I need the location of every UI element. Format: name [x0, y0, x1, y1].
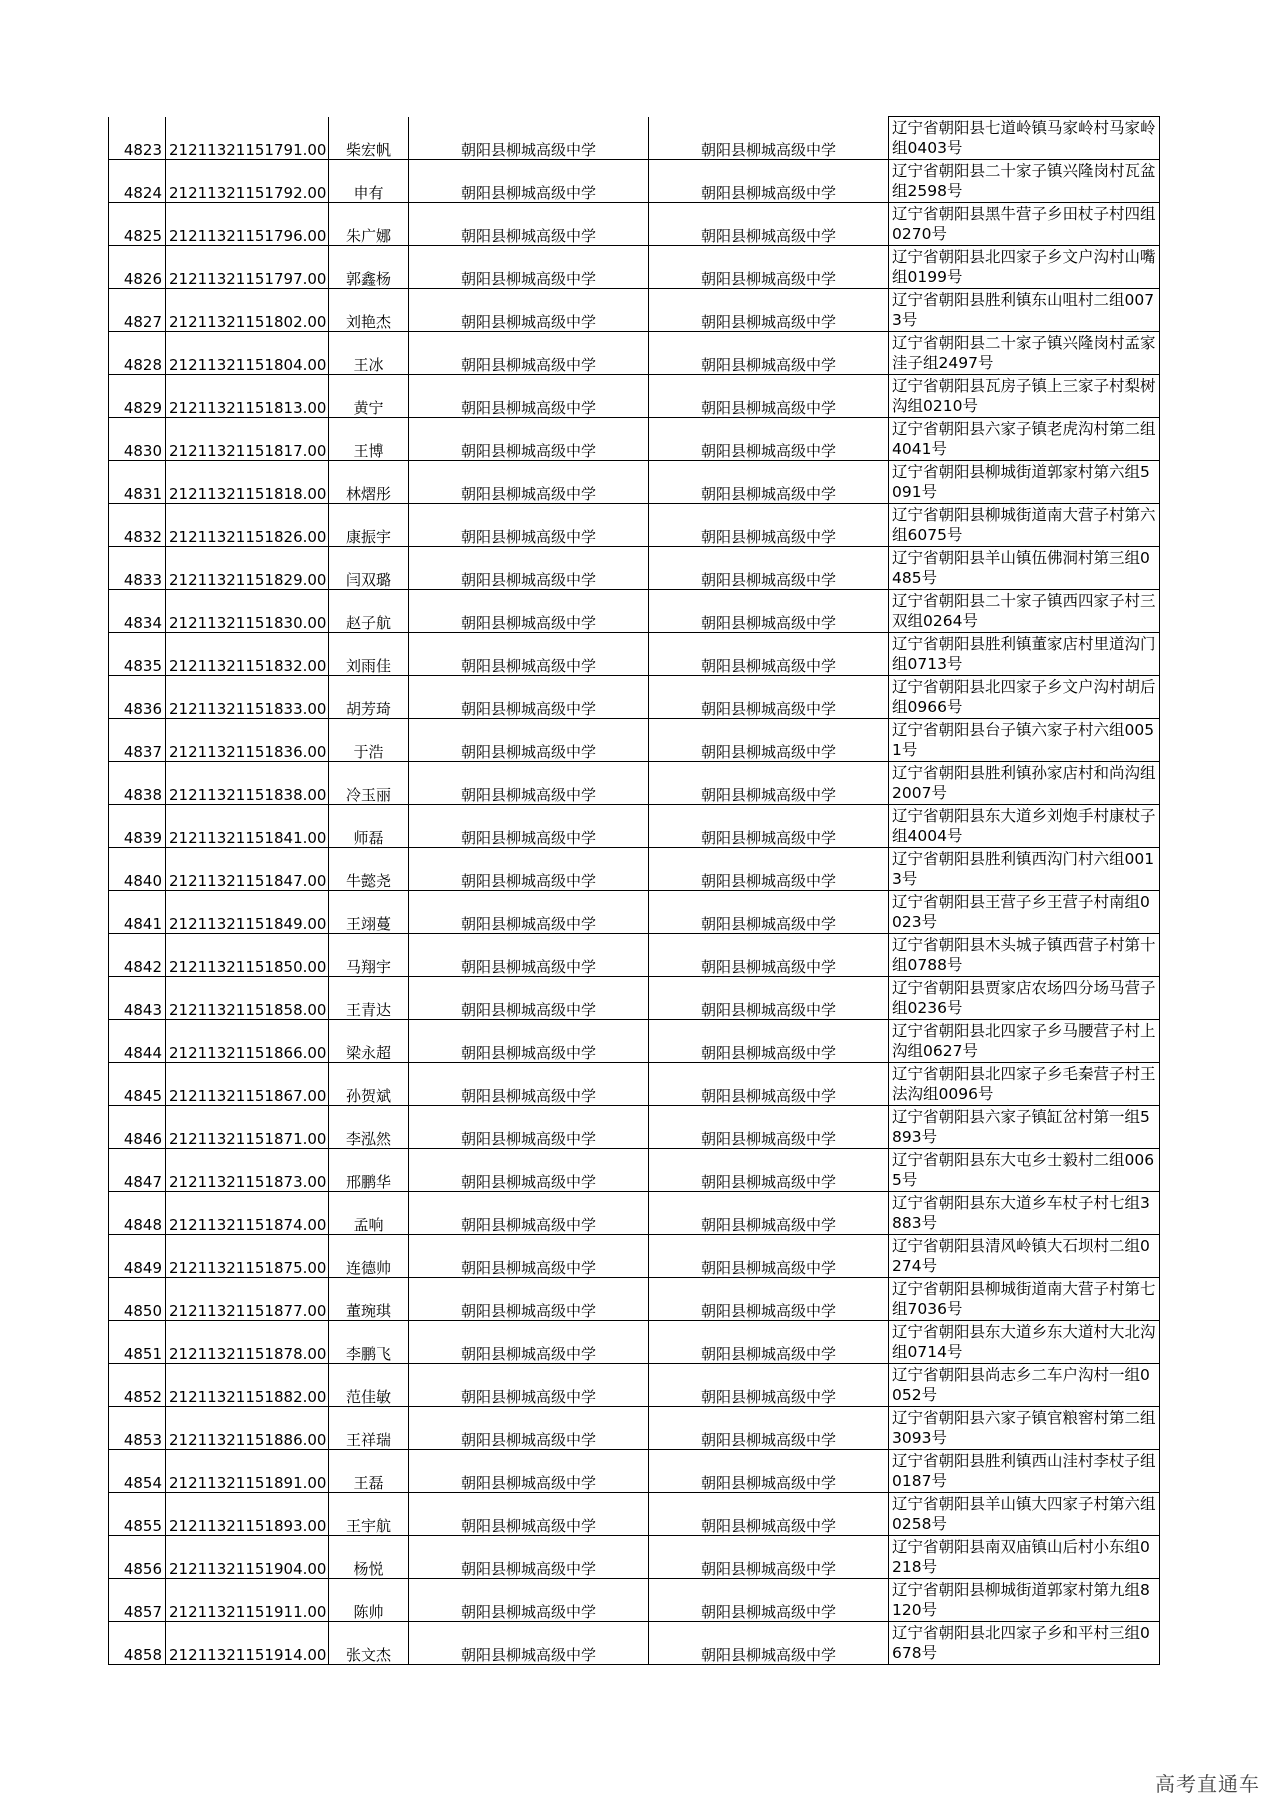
- school-cell: 朝阳县柳城高级中学: [409, 1192, 649, 1235]
- address-cell: 辽宁省朝阳县清风岭镇大石坝村二组0274号: [889, 1235, 1160, 1278]
- address-cell: 辽宁省朝阳县北四家子乡毛秦营子村王法沟组0096号: [889, 1063, 1160, 1106]
- school-cell: 朝阳县柳城高级中学: [409, 1020, 649, 1063]
- exam-id-cell: 21211321151797.00: [166, 246, 329, 289]
- student-name-cell: 王博: [329, 418, 409, 461]
- exam-id-cell: 21211321151817.00: [166, 418, 329, 461]
- row-number-cell: 4845: [109, 1063, 166, 1106]
- address-cell: 辽宁省朝阳县木头城子镇西营子村第十组0788号: [889, 934, 1160, 977]
- student-name-cell: 连德帅: [329, 1235, 409, 1278]
- exam-id-cell: 21211321151875.00: [166, 1235, 329, 1278]
- exam-id-cell: 21211321151874.00: [166, 1192, 329, 1235]
- graduating-school-cell: 朝阳县柳城高级中学: [649, 1450, 889, 1493]
- school-cell: 朝阳县柳城高级中学: [409, 1321, 649, 1364]
- row-number-cell: 4839: [109, 805, 166, 848]
- student-name-cell: 李鹏飞: [329, 1321, 409, 1364]
- address-cell: 辽宁省朝阳县二十家子镇兴隆岗村瓦盆组2598号: [889, 160, 1160, 203]
- student-name-cell: 王磊: [329, 1450, 409, 1493]
- graduating-school-cell: 朝阳县柳城高级中学: [649, 1149, 889, 1192]
- row-number-cell: 4831: [109, 461, 166, 504]
- table-row: [109, 1149, 1160, 1192]
- table-row: [109, 934, 1160, 977]
- exam-id-cell: 21211321151886.00: [166, 1407, 329, 1450]
- student-name-cell: 郭鑫杨: [329, 246, 409, 289]
- student-name-cell: 朱广娜: [329, 203, 409, 246]
- student-name-cell: 胡芳琦: [329, 676, 409, 719]
- student-name-cell: 赵子航: [329, 590, 409, 633]
- student-name-cell: 师磊: [329, 805, 409, 848]
- student-name-cell: 申有: [329, 160, 409, 203]
- school-cell: 朝阳县柳城高级中学: [409, 1579, 649, 1622]
- row-number-cell: 4854: [109, 1450, 166, 1493]
- table-row: [109, 1493, 1160, 1536]
- address-cell: 辽宁省朝阳县胜利镇西沟门村六组0013号: [889, 848, 1160, 891]
- school-cell: 朝阳县柳城高级中学: [409, 1278, 649, 1321]
- table-row: [109, 1364, 1160, 1407]
- table-row: [109, 1622, 1160, 1665]
- row-number-cell: 4823: [109, 117, 166, 160]
- row-number-cell: 4833: [109, 547, 166, 590]
- exam-id-cell: 21211321151804.00: [166, 332, 329, 375]
- school-cell: 朝阳县柳城高级中学: [409, 117, 649, 160]
- exam-id-cell: 21211321151882.00: [166, 1364, 329, 1407]
- row-number-cell: 4827: [109, 289, 166, 332]
- address-cell: 辽宁省朝阳县柳城街道南大营子村第六组6075号: [889, 504, 1160, 547]
- table-row: [109, 848, 1160, 891]
- table-row: [109, 461, 1160, 504]
- address-cell: 辽宁省朝阳县北四家子乡马腰营子村上沟组0627号: [889, 1020, 1160, 1063]
- student-name-cell: 王冰: [329, 332, 409, 375]
- exam-id-cell: 21211321151829.00: [166, 547, 329, 590]
- table-row: [109, 1278, 1160, 1321]
- address-cell: 辽宁省朝阳县六家子镇老虎沟村第二组4041号: [889, 418, 1160, 461]
- student-name-cell: 闫双璐: [329, 547, 409, 590]
- address-cell: 辽宁省朝阳县柳城街道郭家村第六组5091号: [889, 461, 1160, 504]
- row-number-cell: 4829: [109, 375, 166, 418]
- exam-id-cell: 21211321151877.00: [166, 1278, 329, 1321]
- table-body: [109, 117, 1160, 1665]
- table-row: [109, 1020, 1160, 1063]
- school-cell: 朝阳县柳城高级中学: [409, 1235, 649, 1278]
- school-cell: 朝阳县柳城高级中学: [409, 633, 649, 676]
- graduating-school-cell: 朝阳县柳城高级中学: [649, 1579, 889, 1622]
- exam-id-cell: 21211321151849.00: [166, 891, 329, 934]
- address-cell: 辽宁省朝阳县东大道乡东大道村大北沟组0714号: [889, 1321, 1160, 1364]
- graduating-school-cell: 朝阳县柳城高级中学: [649, 934, 889, 977]
- graduating-school-cell: 朝阳县柳城高级中学: [649, 1278, 889, 1321]
- graduating-school-cell: 朝阳县柳城高级中学: [649, 1063, 889, 1106]
- exam-id-cell: 21211321151847.00: [166, 848, 329, 891]
- exam-id-cell: 21211321151911.00: [166, 1579, 329, 1622]
- student-name-cell: 邢鹏华: [329, 1149, 409, 1192]
- graduating-school-cell: 朝阳县柳城高级中学: [649, 375, 889, 418]
- watermark-text: 高考直通车: [1155, 1772, 1260, 1796]
- address-cell: 辽宁省朝阳县七道岭镇马家岭村马家岭组0403号: [889, 117, 1160, 160]
- address-cell: 辽宁省朝阳县六家子镇缸岔村第一组5893号: [889, 1106, 1160, 1149]
- student-name-cell: 孟响: [329, 1192, 409, 1235]
- row-number-cell: 4830: [109, 418, 166, 461]
- exam-id-cell: 21211321151836.00: [166, 719, 329, 762]
- school-cell: 朝阳县柳城高级中学: [409, 160, 649, 203]
- student-name-cell: 马翔宇: [329, 934, 409, 977]
- address-cell: 辽宁省朝阳县二十家子镇西四家子村三双组0264号: [889, 590, 1160, 633]
- school-cell: 朝阳县柳城高级中学: [409, 848, 649, 891]
- table-row: [109, 160, 1160, 203]
- school-cell: 朝阳县柳城高级中学: [409, 418, 649, 461]
- row-number-cell: 4852: [109, 1364, 166, 1407]
- address-cell: 辽宁省朝阳县瓦房子镇上三家子村梨树沟组0210号: [889, 375, 1160, 418]
- table-row: [109, 633, 1160, 676]
- exam-id-cell: 21211321151867.00: [166, 1063, 329, 1106]
- table-row: [109, 590, 1160, 633]
- address-cell: 辽宁省朝阳县台子镇六家子村六组0051号: [889, 719, 1160, 762]
- address-cell: 辽宁省朝阳县贾家店农场四分场马营子组0236号: [889, 977, 1160, 1020]
- address-cell: 辽宁省朝阳县胜利镇董家店村里道沟门组0713号: [889, 633, 1160, 676]
- address-cell: 辽宁省朝阳县胜利镇孙家店村和尚沟组2007号: [889, 762, 1160, 805]
- exam-id-cell: 21211321151838.00: [166, 762, 329, 805]
- exam-id-cell: 21211321151850.00: [166, 934, 329, 977]
- exam-id-cell: 21211321151871.00: [166, 1106, 329, 1149]
- exam-id-cell: 21211321151830.00: [166, 590, 329, 633]
- graduating-school-cell: 朝阳县柳城高级中学: [649, 762, 889, 805]
- table-row: [109, 1450, 1160, 1493]
- table-row: [109, 246, 1160, 289]
- address-cell: 辽宁省朝阳县东大屯乡士毅村二组0065号: [889, 1149, 1160, 1192]
- row-number-cell: 4847: [109, 1149, 166, 1192]
- table-row: [109, 891, 1160, 934]
- school-cell: 朝阳县柳城高级中学: [409, 1149, 649, 1192]
- address-cell: 辽宁省朝阳县柳城街道郭家村第九组8120号: [889, 1579, 1160, 1622]
- address-cell: 辽宁省朝阳县胜利镇东山咀村二组0073号: [889, 289, 1160, 332]
- table-row: [109, 977, 1160, 1020]
- graduating-school-cell: 朝阳县柳城高级中学: [649, 1235, 889, 1278]
- row-number-cell: 4856: [109, 1536, 166, 1579]
- graduating-school-cell: 朝阳县柳城高级中学: [649, 332, 889, 375]
- exam-id-cell: 21211321151914.00: [166, 1622, 329, 1665]
- exam-id-cell: 21211321151818.00: [166, 461, 329, 504]
- graduating-school-cell: 朝阳县柳城高级中学: [649, 547, 889, 590]
- school-cell: 朝阳县柳城高级中学: [409, 977, 649, 1020]
- table-row: [109, 1407, 1160, 1450]
- graduating-school-cell: 朝阳县柳城高级中学: [649, 891, 889, 934]
- row-number-cell: 4837: [109, 719, 166, 762]
- graduating-school-cell: 朝阳县柳城高级中学: [649, 1192, 889, 1235]
- school-cell: 朝阳县柳城高级中学: [409, 934, 649, 977]
- address-cell: 辽宁省朝阳县二十家子镇兴隆岗村孟家洼子组2497号: [889, 332, 1160, 375]
- row-number-cell: 4851: [109, 1321, 166, 1364]
- table-row: [109, 504, 1160, 547]
- graduating-school-cell: 朝阳县柳城高级中学: [649, 504, 889, 547]
- student-name-cell: 柴宏帆: [329, 117, 409, 160]
- row-number-cell: 4843: [109, 977, 166, 1020]
- exam-id-cell: 21211321151802.00: [166, 289, 329, 332]
- table-row: [109, 418, 1160, 461]
- row-number-cell: 4834: [109, 590, 166, 633]
- student-name-cell: 董琬琪: [329, 1278, 409, 1321]
- graduating-school-cell: 朝阳县柳城高级中学: [649, 1321, 889, 1364]
- graduating-school-cell: 朝阳县柳城高级中学: [649, 461, 889, 504]
- exam-id-cell: 21211321151904.00: [166, 1536, 329, 1579]
- student-name-cell: 黄宁: [329, 375, 409, 418]
- row-number-cell: 4835: [109, 633, 166, 676]
- student-name-cell: 张文杰: [329, 1622, 409, 1665]
- table-row: [109, 1235, 1160, 1278]
- school-cell: 朝阳县柳城高级中学: [409, 504, 649, 547]
- row-number-cell: 4828: [109, 332, 166, 375]
- graduating-school-cell: 朝阳县柳城高级中学: [649, 1407, 889, 1450]
- student-name-cell: 刘艳杰: [329, 289, 409, 332]
- student-name-cell: 冷玉丽: [329, 762, 409, 805]
- address-cell: 辽宁省朝阳县六家子镇官粮窖村第二组3093号: [889, 1407, 1160, 1450]
- graduating-school-cell: 朝阳县柳城高级中学: [649, 160, 889, 203]
- table-row: [109, 332, 1160, 375]
- address-cell: 辽宁省朝阳县北四家子乡文户沟村胡后组0966号: [889, 676, 1160, 719]
- table-row: [109, 805, 1160, 848]
- school-cell: 朝阳县柳城高级中学: [409, 891, 649, 934]
- address-cell: 辽宁省朝阳县北四家子乡文户沟村山嘴组0199号: [889, 246, 1160, 289]
- table-row: [109, 1536, 1160, 1579]
- exam-id-cell: 21211321151866.00: [166, 1020, 329, 1063]
- graduating-school-cell: 朝阳县柳城高级中学: [649, 977, 889, 1020]
- student-name-cell: 王青达: [329, 977, 409, 1020]
- row-number-cell: 4855: [109, 1493, 166, 1536]
- school-cell: 朝阳县柳城高级中学: [409, 805, 649, 848]
- table-row: [109, 1063, 1160, 1106]
- student-name-cell: 孙贺斌: [329, 1063, 409, 1106]
- student-name-cell: 范佳敏: [329, 1364, 409, 1407]
- school-cell: 朝阳县柳城高级中学: [409, 461, 649, 504]
- row-number-cell: 4849: [109, 1235, 166, 1278]
- school-cell: 朝阳县柳城高级中学: [409, 719, 649, 762]
- table-row: [109, 719, 1160, 762]
- table-row: [109, 1579, 1160, 1622]
- graduating-school-cell: 朝阳县柳城高级中学: [649, 805, 889, 848]
- exam-id-cell: 21211321151826.00: [166, 504, 329, 547]
- graduating-school-cell: 朝阳县柳城高级中学: [649, 203, 889, 246]
- address-cell: 辽宁省朝阳县羊山镇伍佛洞村第三组0485号: [889, 547, 1160, 590]
- student-name-cell: 王祥瑞: [329, 1407, 409, 1450]
- graduating-school-cell: 朝阳县柳城高级中学: [649, 1493, 889, 1536]
- graduating-school-cell: 朝阳县柳城高级中学: [649, 1536, 889, 1579]
- student-name-cell: 陈帅: [329, 1579, 409, 1622]
- school-cell: 朝阳县柳城高级中学: [409, 1493, 649, 1536]
- address-cell: 辽宁省朝阳县黑牛营子乡田杖子村四组0270号: [889, 203, 1160, 246]
- row-number-cell: 4826: [109, 246, 166, 289]
- school-cell: 朝阳县柳城高级中学: [409, 1622, 649, 1665]
- table-row: [109, 1106, 1160, 1149]
- graduating-school-cell: 朝阳县柳城高级中学: [649, 246, 889, 289]
- address-cell: 辽宁省朝阳县柳城街道南大营子村第七组7036号: [889, 1278, 1160, 1321]
- school-cell: 朝阳县柳城高级中学: [409, 1364, 649, 1407]
- table-row: [109, 203, 1160, 246]
- student-name-cell: 梁永超: [329, 1020, 409, 1063]
- exam-id-cell: 21211321151873.00: [166, 1149, 329, 1192]
- graduating-school-cell: 朝阳县柳城高级中学: [649, 633, 889, 676]
- student-list-table: [108, 116, 1160, 1665]
- row-number-cell: 4846: [109, 1106, 166, 1149]
- school-cell: 朝阳县柳城高级中学: [409, 375, 649, 418]
- school-cell: 朝阳县柳城高级中学: [409, 1407, 649, 1450]
- student-name-cell: 杨悦: [329, 1536, 409, 1579]
- row-number-cell: 4832: [109, 504, 166, 547]
- table-row: [109, 1321, 1160, 1364]
- table-row: [109, 289, 1160, 332]
- address-cell: 辽宁省朝阳县北四家子乡和平村三组0678号: [889, 1622, 1160, 1665]
- exam-id-cell: 21211321151791.00: [166, 117, 329, 160]
- address-cell: 辽宁省朝阳县南双庙镇山后村小东组0218号: [889, 1536, 1160, 1579]
- student-name-cell: 林熠彤: [329, 461, 409, 504]
- school-cell: 朝阳县柳城高级中学: [409, 547, 649, 590]
- graduating-school-cell: 朝阳县柳城高级中学: [649, 676, 889, 719]
- student-name-cell: 康振宇: [329, 504, 409, 547]
- student-name-cell: 牛懿尧: [329, 848, 409, 891]
- row-number-cell: 4848: [109, 1192, 166, 1235]
- address-cell: 辽宁省朝阳县胜利镇西山洼村李杖子组0187号: [889, 1450, 1160, 1493]
- graduating-school-cell: 朝阳县柳城高级中学: [649, 289, 889, 332]
- address-cell: 辽宁省朝阳县尚志乡二车户沟村一组0052号: [889, 1364, 1160, 1407]
- table-row: [109, 762, 1160, 805]
- row-number-cell: 4824: [109, 160, 166, 203]
- school-cell: 朝阳县柳城高级中学: [409, 676, 649, 719]
- table-row: [109, 1192, 1160, 1235]
- row-number-cell: 4858: [109, 1622, 166, 1665]
- row-number-cell: 4857: [109, 1579, 166, 1622]
- school-cell: 朝阳县柳城高级中学: [409, 1106, 649, 1149]
- school-cell: 朝阳县柳城高级中学: [409, 590, 649, 633]
- exam-id-cell: 21211321151792.00: [166, 160, 329, 203]
- school-cell: 朝阳县柳城高级中学: [409, 1450, 649, 1493]
- graduating-school-cell: 朝阳县柳城高级中学: [649, 719, 889, 762]
- row-number-cell: 4853: [109, 1407, 166, 1450]
- graduating-school-cell: 朝阳县柳城高级中学: [649, 590, 889, 633]
- school-cell: 朝阳县柳城高级中学: [409, 203, 649, 246]
- exam-id-cell: 21211321151832.00: [166, 633, 329, 676]
- address-cell: 辽宁省朝阳县王营子乡王营子村南组0023号: [889, 891, 1160, 934]
- table-row: [109, 117, 1160, 160]
- student-name-cell: 李泓然: [329, 1106, 409, 1149]
- student-name-cell: 刘雨佳: [329, 633, 409, 676]
- graduating-school-cell: 朝阳县柳城高级中学: [649, 418, 889, 461]
- school-cell: 朝阳县柳城高级中学: [409, 1063, 649, 1106]
- student-name-cell: 于浩: [329, 719, 409, 762]
- exam-id-cell: 21211321151858.00: [166, 977, 329, 1020]
- exam-id-cell: 21211321151893.00: [166, 1493, 329, 1536]
- exam-id-cell: 21211321151891.00: [166, 1450, 329, 1493]
- row-number-cell: 4841: [109, 891, 166, 934]
- school-cell: 朝阳县柳城高级中学: [409, 332, 649, 375]
- row-number-cell: 4825: [109, 203, 166, 246]
- address-cell: 辽宁省朝阳县东大道乡车杖子村七组3883号: [889, 1192, 1160, 1235]
- student-name-cell: 王宇航: [329, 1493, 409, 1536]
- graduating-school-cell: 朝阳县柳城高级中学: [649, 1364, 889, 1407]
- exam-id-cell: 21211321151813.00: [166, 375, 329, 418]
- table-row: [109, 676, 1160, 719]
- school-cell: 朝阳县柳城高级中学: [409, 762, 649, 805]
- school-cell: 朝阳县柳城高级中学: [409, 1536, 649, 1579]
- exam-id-cell: 21211321151833.00: [166, 676, 329, 719]
- row-number-cell: 4850: [109, 1278, 166, 1321]
- graduating-school-cell: 朝阳县柳城高级中学: [649, 1106, 889, 1149]
- graduating-school-cell: 朝阳县柳城高级中学: [649, 117, 889, 160]
- row-number-cell: 4838: [109, 762, 166, 805]
- address-cell: 辽宁省朝阳县东大道乡刘炮手村康杖子组4004号: [889, 805, 1160, 848]
- row-number-cell: 4840: [109, 848, 166, 891]
- school-cell: 朝阳县柳城高级中学: [409, 289, 649, 332]
- row-number-cell: 4836: [109, 676, 166, 719]
- address-cell: 辽宁省朝阳县羊山镇大四家子村第六组0258号: [889, 1493, 1160, 1536]
- table-row: [109, 375, 1160, 418]
- graduating-school-cell: 朝阳县柳城高级中学: [649, 848, 889, 891]
- graduating-school-cell: 朝阳县柳城高级中学: [649, 1622, 889, 1665]
- student-name-cell: 王翊蔓: [329, 891, 409, 934]
- exam-id-cell: 21211321151841.00: [166, 805, 329, 848]
- school-cell: 朝阳县柳城高级中学: [409, 246, 649, 289]
- row-number-cell: 4842: [109, 934, 166, 977]
- exam-id-cell: 21211321151878.00: [166, 1321, 329, 1364]
- table-row: [109, 547, 1160, 590]
- exam-id-cell: 21211321151796.00: [166, 203, 329, 246]
- graduating-school-cell: 朝阳县柳城高级中学: [649, 1020, 889, 1063]
- row-number-cell: 4844: [109, 1020, 166, 1063]
